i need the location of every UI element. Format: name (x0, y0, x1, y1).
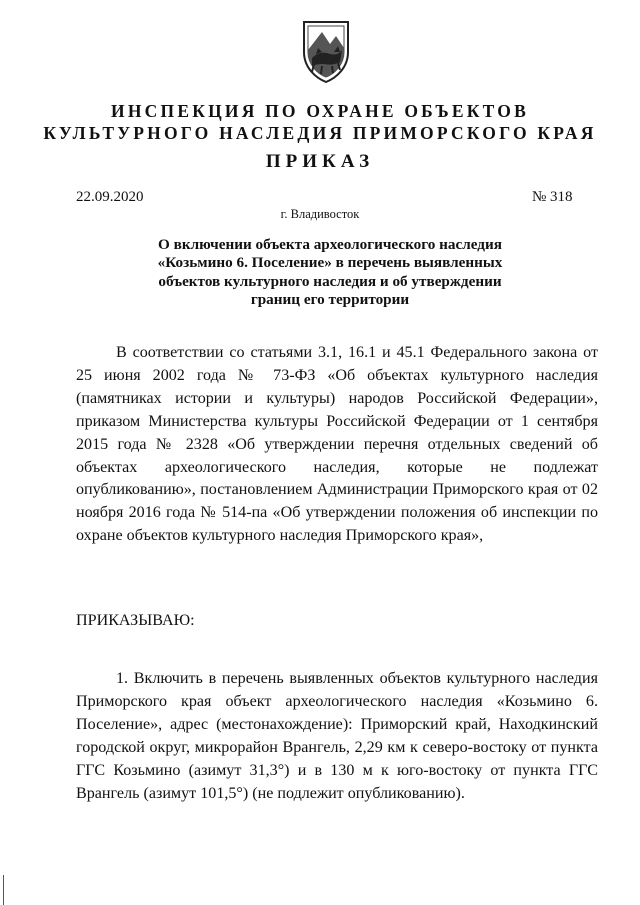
organization-name-line2: КУЛЬТУРНОГО НАСЛЕДИЯ ПРИМОРСКОГО КРАЯ (43, 123, 597, 143)
document-type-heading: ПРИКАЗ (265, 151, 375, 172)
scan-margin-line (3, 875, 4, 905)
document-title (150, 236, 510, 309)
document-date: 22.09.2020 (76, 189, 144, 205)
title-line: «Козьмино 6. Поселение» в перечень выявленных (157, 254, 503, 272)
title-line: границ его территории (250, 290, 410, 308)
document-number: № 318 (532, 189, 573, 205)
title-line: объектов культурного наследия и об утверждении (158, 272, 502, 290)
order-word: ПРИКАЗЫВАЮ: (76, 612, 195, 629)
title-line: О включении объекта археологического наследия (158, 236, 502, 253)
organization-name-line1: ИНСПЕКЦИЯ ПО ОХРАНЕ ОБЪЕКТОВ (111, 101, 529, 121)
order-item-1: 1. Включить в перечень выявленных объектов культурного наследия Приморского края объект археологического наследия «Козьмино 6. Поселение», адрес (местонахождение): Приморский край, Находкинский городской округ, микрорайон Врангель, 2,29 км к северо-востоку от пункта ГГС Козьмино (азимут 31,3°) и в 130 м к юго-востоку от пункта ГГС Врангель (азимут 101,5°) (не подлежит опубликованию). (76, 670, 598, 802)
document-city: г. Владивосток (280, 207, 360, 221)
coat-of-arms-emblem (290, 14, 362, 86)
preamble-paragraph: В соответствии со статьями 3.1, 16.1 и 45.1 Федерального закона от 25 июня 2002 года № 73-ФЗ «Об объектах культурного наследия (памятниках истории и культуры) народов Российской Федерации», приказом Министерства культуры Российской Федерации от 1 сентября 2015 года № 2328 «Об утверждении перечня отдельных сведений об объектах археологического наследия, которые не подлежат опубликованию», постановлением Администрации Приморского края от 02 ноября 2016 года № 514-па «Об утверждении положения об инспекции по охране объектов культурного наследия Приморского края», (76, 344, 598, 545)
